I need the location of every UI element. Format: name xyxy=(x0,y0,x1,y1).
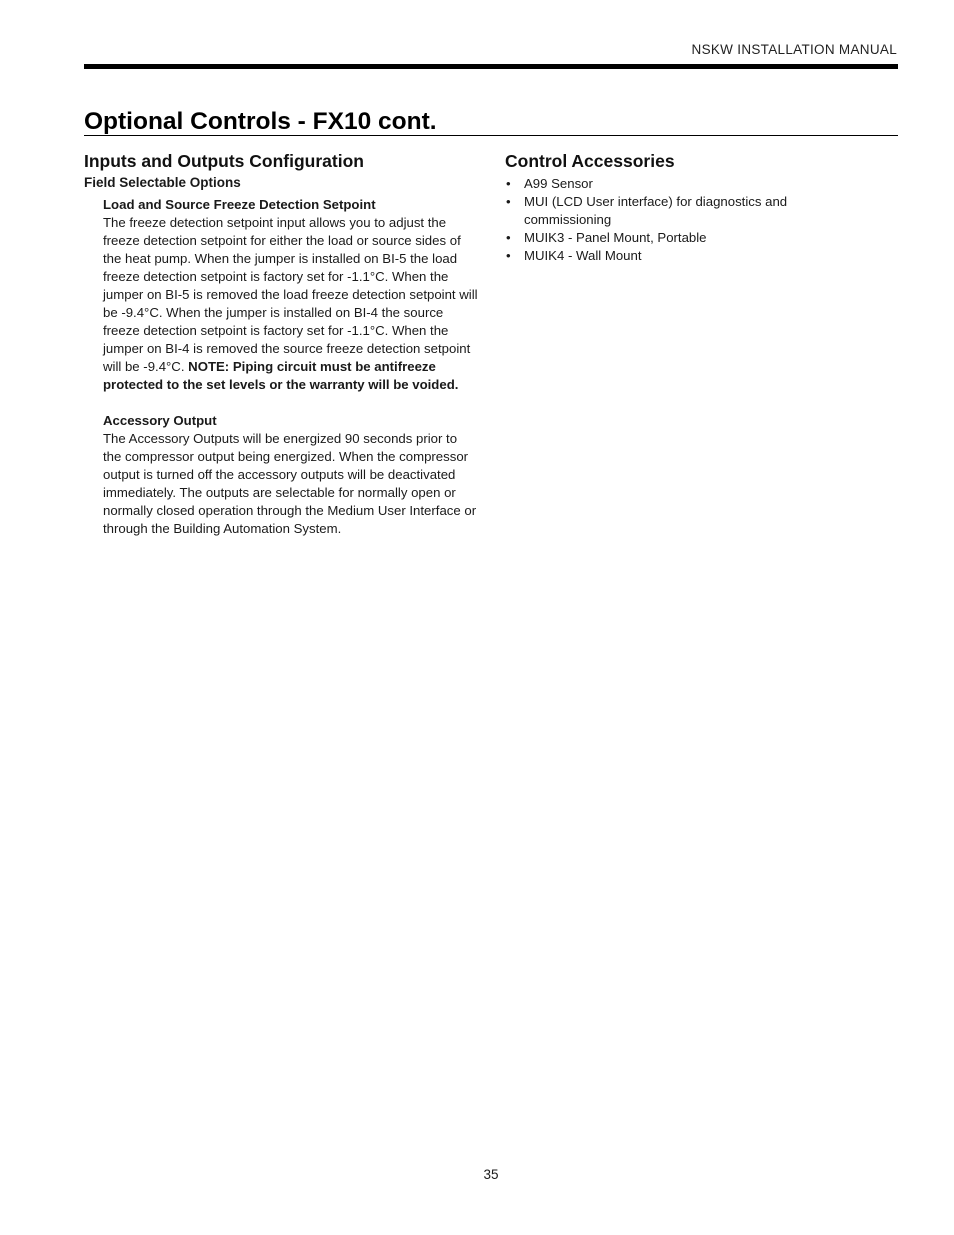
list-item xyxy=(505,193,865,229)
page-number: 35 xyxy=(483,1167,499,1182)
field-selectable-heading: Field Selectable Options xyxy=(84,175,241,190)
list-item-text: A99 Sensor xyxy=(524,176,593,191)
freeze-detection-paragraph xyxy=(103,214,479,394)
section-spacer xyxy=(103,394,479,412)
manual-header-title: NSKW INSTALLATION MANUAL xyxy=(691,42,897,57)
list-item xyxy=(505,175,865,193)
list-item-text: MUIK4 - Wall Mount xyxy=(524,248,642,263)
title-rule xyxy=(84,135,898,136)
accessory-output-title: Accessory Output xyxy=(103,413,217,428)
accessories-list xyxy=(505,175,865,265)
list-item-text: MUI (LCD User interface) for diagnostics and commissioning xyxy=(524,194,788,227)
bullet-icon: • xyxy=(506,230,511,245)
list-item xyxy=(505,229,865,247)
accessory-output-body: The Accessory Outputs will be energized 90 seconds prior to the compressor output being energized. When the compressor output is turned off the accessory outputs will be deactivated immediately. The outputs are selectable for normally open or normally closed operation through the Medium User Interface or through the Building Automation System. xyxy=(103,431,477,536)
bullet-icon: • xyxy=(506,194,511,209)
left-column xyxy=(84,150,479,538)
freeze-detection-title: Load and Source Freeze Detection Setpoint xyxy=(103,197,376,212)
inputs-outputs-heading: Inputs and Outputs Configuration xyxy=(84,151,364,171)
antifreeze-note: NOTE: Piping circuit must be antifreeze protected to the set levels or the warranty will be voided. xyxy=(103,359,459,392)
list-item-text: MUIK3 - Panel Mount, Portable xyxy=(524,230,707,245)
list-item xyxy=(505,247,865,265)
page-title: Optional Controls - FX10 cont. xyxy=(84,108,437,135)
header-rule xyxy=(84,64,898,69)
right-column xyxy=(505,150,865,265)
control-accessories-heading: Control Accessories xyxy=(505,151,675,171)
bullet-icon: • xyxy=(506,248,511,263)
freeze-detection-body: The freeze detection setpoint input allows you to adjust the freeze detection setpoint for either the load or source sides of the heat pump. When the jumper is installed on BI-5 the load freeze detection setpoint is factory set for -1.1°C. When the jumper on BI-5 is removed the load freeze detection setpoint will be -9.4°C. When the jumper is installed on BI-4 the source freeze detection setpoint is factory set for -1.1°C. When the jumper on BI-4 is removed the source freeze detection setpoint will be -9.4°C. xyxy=(103,215,478,374)
freeze-detection-section xyxy=(103,196,479,538)
bullet-icon: • xyxy=(506,176,511,191)
